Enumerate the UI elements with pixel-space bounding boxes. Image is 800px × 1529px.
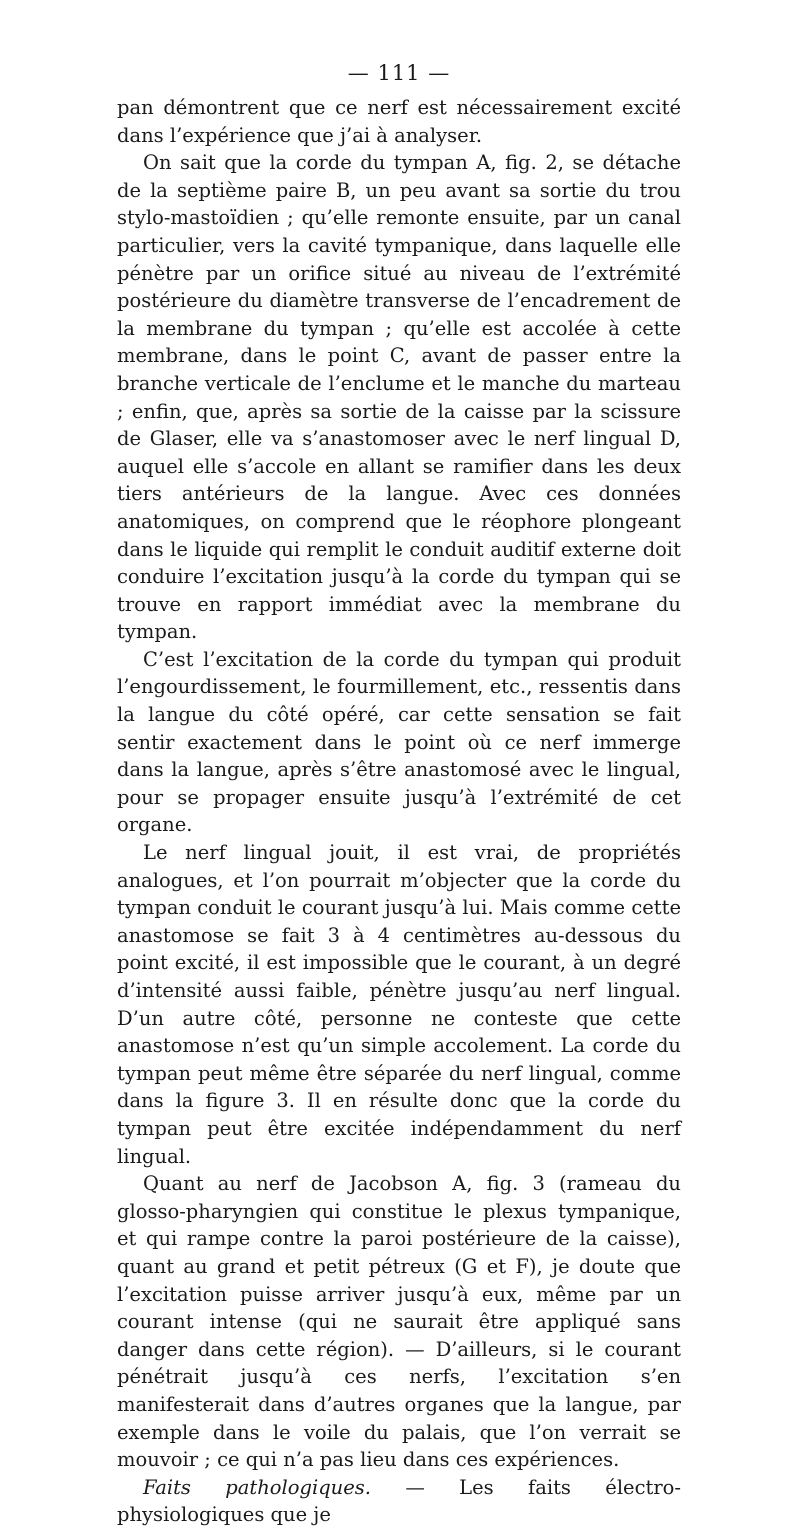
paragraph-faits-pathologiques: [117, 1474, 681, 1529]
page-number: — 111 —: [347, 61, 451, 85]
book-page: [117, 58, 681, 1529]
paragraph-continuation: pan démontrent que ce nerf est nécessairement excité dans l’expérience que j’ai à analyser.: [117, 96, 681, 147]
paragraph-nerf-lingual: Le nerf lingual jouit, il est vrai, de propriétés analogues, et l’on pourrait m’objecter que la corde du tympan conduit le courant jusqu’à lui. Mais comme cette anastomose se fait 3 à 4 centimètres au-dessous du point excité, il est impossible que le courant, à un degré d’intensité aussi faible, pénètre jusqu’au nerf lingual. D’un autre côté, personne ne conteste que cette anastomose n’est qu’un simple accolement. La corde du tympan peut même être séparée du nerf lingual, comme dans la figure 3. Il en résulte donc que la corde du tympan peut être excitée indépendamment du nerf lingual.: [117, 841, 681, 1168]
section-lead-italic: Faits pathologiques.: [143, 1475, 371, 1499]
paragraph-excitation-effects: C’est l’excitation de la corde du tympan qui produit l’engourdissement, le fourmillement, etc., ressentis dans la langue du côté opéré, car cette sensation se fait sentir exactement dans le point où ce nerf immerge dans la langue, après s’être anastomosé avec le lingual, pour se propager ensuite jusqu’à l’extrémité de cet organe.: [117, 647, 681, 837]
paragraph-text: — Les faits électro-physiologiques que je: [117, 1475, 681, 1527]
paragraph-nerf-de-jacobson: Quant au nerf de Jacobson A, fig. 3 (rameau du glosso-pharyngien qui constitue le plexus tympanique, et qui rampe contre la paroi postérieure de la caisse), quant au grand et petit pétreux (G et F), je doute que l’excitation puisse arriver jusqu’à eux, même par un courant intense (qui ne saurait être appliqué sans danger dans cette région). — D’ailleurs, si le courant pénétrait jusqu’à ces nerfs, l’excitation s’en manifesterait dans d’autres organes que la langue, par exemple dans le voile du palais, que l’on verrait se mouvoir ; ce qui n’a pas lieu dans ces expériences.: [117, 1172, 681, 1472]
paragraph-corde-du-tympan-anatomy: On sait que la corde du tympan A, fig. 2, se détache de la septième paire B, un peu avant sa sortie du trou stylo-mastoïdien ; qu’elle remonte ensuite, par un canal particulier, vers la cavité tympanique, dans laquelle elle pénètre par un orifice situé au niveau de l’extrémité postérieure du diamètre transverse de l’encadrement de la membrane du tympan ; qu’elle est accolée à cette membrane, dans le point C, avant de passer entre la branche verticale de l’enclume et le manche du marteau ; enfin, que, après sa sortie de la caisse par la scissure de Glaser, elle va s’anastomoser avec le nerf lingual D, auquel elle s’accole en allant se ramifier dans les deux tiers antérieurs de la langue. Avec ces données anatomiques, on comprend que le réophore plongeant dans le liquide qui remplit le conduit auditif externe doit conduire l’excitation jusqu’à la corde du tympan qui se trouve en rapport immédiat avec la membrane du tympan.: [117, 151, 681, 644]
